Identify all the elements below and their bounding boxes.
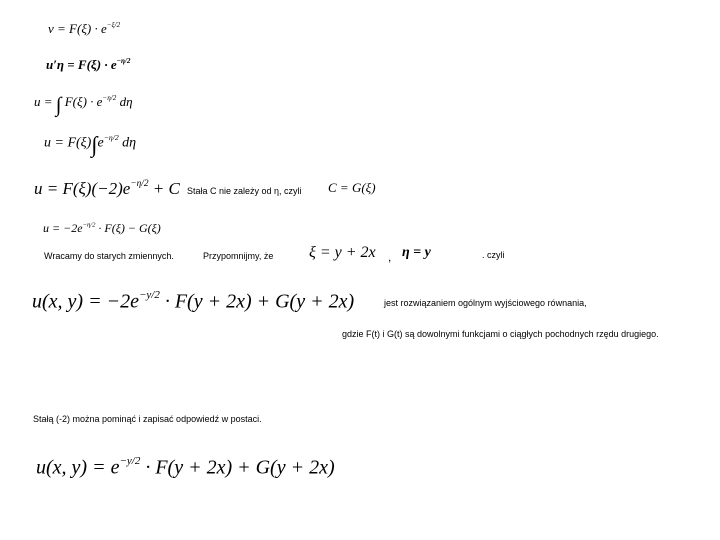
equation-u-result	[43, 222, 161, 234]
equation-eta: η = y	[402, 245, 431, 260]
equation-u-f-integral-main: e	[97, 135, 104, 151]
text-stala2: Stałą (-2) można pominąć i zapisać odpowiedź w postaci.	[33, 414, 262, 424]
equation-general-solution-exponent: −y/2	[138, 289, 160, 301]
equation-simplified-solution-main: u(x, y) = e	[36, 456, 120, 479]
equation-u-constant	[34, 180, 180, 197]
text-jest: jest rozwiązaniem ogólnym wyjściowego równania,	[384, 298, 587, 308]
integral-sign: ∫	[91, 132, 98, 158]
equation-u-constant-main: u = F(ξ)(−2)e	[34, 179, 131, 198]
equation-u-integral-pre: u =	[34, 94, 56, 110]
equation-u-integral-exponent: −η/2	[102, 94, 117, 102]
equation-simplified-solution	[36, 456, 335, 477]
equation-u-result-exponent: −η/2	[82, 221, 96, 229]
equation-general-solution-main: u(x, y) = −2e	[32, 290, 139, 313]
text-czyli: . czyli	[482, 250, 505, 260]
text-stala: Stała C nie zależy od η, czyli	[187, 186, 302, 196]
equation-u-constant-post: + C	[148, 179, 180, 198]
equation-simplified-solution-exponent: −y/2	[119, 455, 141, 467]
equation-v-exponent: −ξ/2	[106, 21, 121, 29]
text-comma: ,	[388, 250, 392, 264]
equation-u-eta-main: u′η = F(ξ) · e	[46, 57, 117, 73]
equation-u-f-integral	[44, 134, 136, 157]
equation-u-eta	[46, 58, 130, 71]
text-gdzie: gdzie F(t) i G(t) są dowolnymi funkcjami o ciągłych pochodnych rzędu drugiego.	[342, 329, 659, 339]
equation-u-integral-post: dη	[116, 94, 133, 110]
equation-u-f-integral-pre: u = F(ξ)	[44, 135, 92, 151]
equation-simplified-solution-post: · F(y + 2x) + G(y + 2x)	[140, 456, 335, 479]
equation-u-f-integral-post: dη	[118, 135, 137, 151]
equation-u-result-main: u = −2e	[43, 221, 83, 235]
equation-v-main: v = F(ξ) · e	[48, 21, 107, 37]
equation-general-solution-post: · F(y + 2x) + G(y + 2x)	[159, 290, 355, 313]
text-wracamy: Wracamy do starych zmiennych.	[44, 251, 174, 261]
equation-u-integral	[34, 95, 133, 116]
equation-xi: ξ = y + 2x	[309, 244, 376, 261]
equation-u-result-post: · F(ξ) − G(ξ)	[95, 221, 161, 235]
equation-v	[48, 22, 120, 35]
equation-u-constant-exponent: −η/2	[130, 179, 149, 190]
integral-sign: ∫	[55, 93, 62, 117]
text-przypomnijmy: Przypomnijmy, że	[203, 251, 274, 261]
equation-u-integral-main: F(ξ) · e	[64, 94, 103, 110]
equation-u-eta-exponent: −η/2	[116, 57, 131, 65]
equation-general-solution	[32, 290, 354, 311]
equation-c-g: C = G(ξ)	[328, 180, 376, 195]
equation-u-f-integral-exponent: −η/2	[103, 133, 119, 142]
